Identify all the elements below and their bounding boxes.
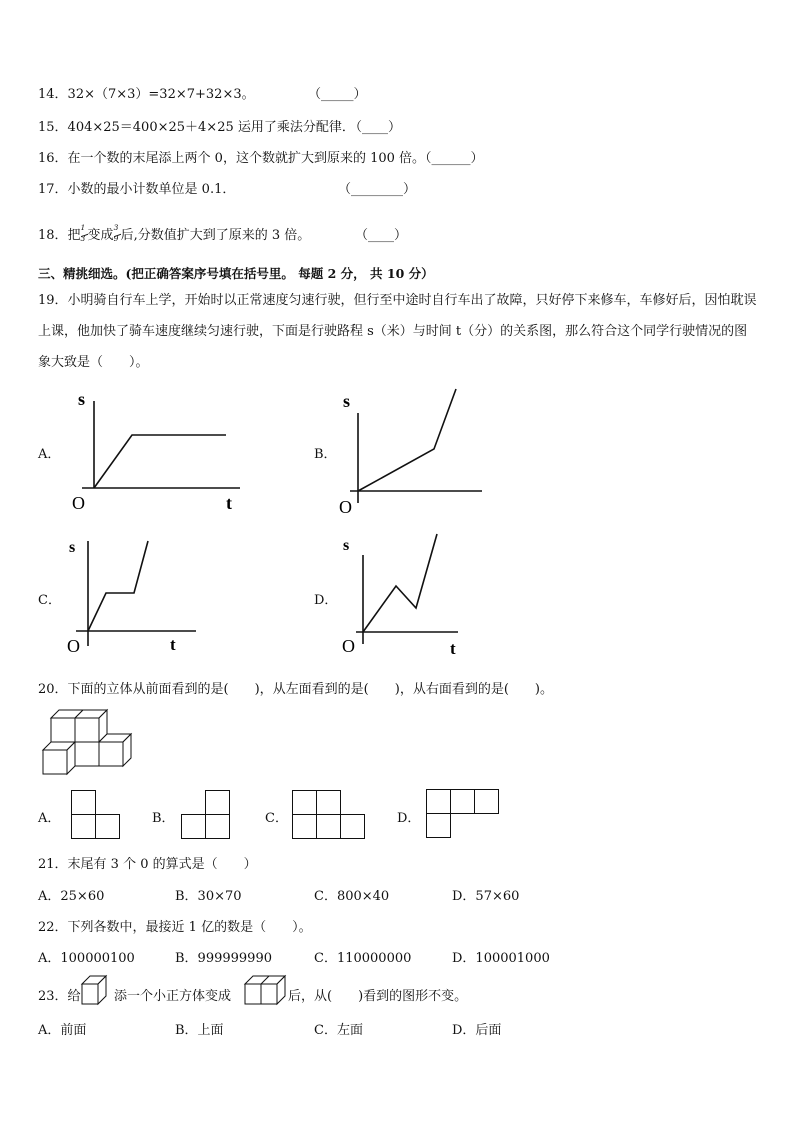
q20-option-b-figure[interactable] — [181, 790, 231, 840]
q23-prefix: 23．给 — [38, 989, 81, 1004]
svg-text:t: t — [170, 635, 176, 654]
q23-option-a[interactable]: A．前面 — [38, 1023, 87, 1038]
q21-option-c[interactable]: C．800×40 — [314, 889, 390, 904]
q23-double-cube-figure — [243, 974, 289, 1006]
q19-option-a-label[interactable]: A． — [38, 447, 61, 462]
q19-graph-c — [60, 536, 200, 661]
q19-text: 19．小明骑自行车上学，开始时以正常速度匀速行驶，但行至中途时自行车出了故障，只好停下来修车，车修好后，因怕耽误上课，他加快了骑车速度继续匀速行驶，下面是行驶路程 s（米）与时间 t（分）的关系图，那么符合这个同学行驶情况的图象大致是（ ）。 — [38, 293, 757, 370]
q23-option-c[interactable]: C．左面 — [314, 1023, 363, 1038]
q18-suffix: 后,分数值扩大到了原来的 3 倍。 — [120, 228, 311, 243]
q19-graph-d — [336, 530, 472, 660]
axis-t-label: t — [226, 493, 232, 513]
q16-text: 16．在一个数的末尾添上两个 0，这个数就扩大到原来的 100 倍。（______） — [38, 151, 484, 166]
axis-s-label: s — [78, 389, 86, 409]
q21-option-b[interactable]: B．30×70 — [175, 889, 242, 904]
q20-option-b-label[interactable]: B． — [152, 811, 175, 826]
q18-prefix: 18．把 — [38, 228, 81, 243]
q15-answer-blank[interactable]: （____） — [349, 120, 402, 135]
q20-option-c-label[interactable]: C． — [265, 811, 288, 826]
q22-option-b[interactable]: B．999999990 — [175, 951, 272, 966]
svg-text:s: s — [69, 539, 76, 556]
q20-option-c-figure[interactable] — [292, 790, 366, 840]
q20-solid-figure — [38, 703, 138, 777]
q19-option-c-label[interactable]: C． — [38, 593, 61, 608]
q18-mid: 变成 — [87, 228, 114, 243]
q20-option-d-figure[interactable] — [426, 789, 500, 839]
q23-mid: 添一个小正方体变成 — [114, 989, 232, 1004]
q23-single-cube-figure — [80, 974, 110, 1006]
q23-option-b[interactable]: B．上面 — [175, 1023, 224, 1038]
q14-answer-blank[interactable]: （_____） — [308, 87, 367, 102]
q23-option-d[interactable]: D．后面 — [452, 1023, 502, 1038]
q22-option-c[interactable]: C．110000000 — [314, 951, 412, 966]
q18-answer-blank[interactable]: （____） — [355, 228, 408, 243]
q14-text: 14．32×（7×3）=32×7+32×3。 — [38, 87, 255, 102]
q17-text: 17．小数的最小计数单位是 0.1． — [38, 182, 236, 197]
svg-text:O: O — [342, 636, 355, 656]
origin-label: O — [72, 493, 85, 513]
svg-text:s: s — [343, 391, 351, 411]
q15-text: 15．404×25＝400×25＋4×25 运用了乘法分配律． — [38, 120, 355, 135]
q22-option-d[interactable]: D．100001000 — [452, 951, 550, 966]
svg-text:t: t — [450, 639, 456, 658]
q21-option-d[interactable]: D．57×60 — [452, 889, 520, 904]
q18-fraction-2: $\frac{3}{9}$ — [114, 226, 121, 246]
svg-text:O: O — [339, 497, 352, 517]
q20-option-a-label[interactable]: A． — [38, 811, 61, 826]
q19-graph-b — [336, 385, 496, 520]
section-title: 三、精挑细选。(把正确答案序号填在括号里。 每题 2 分， 共 10 分） — [38, 266, 434, 281]
q18-text — [38, 224, 310, 246]
q21-option-a[interactable]: A．25×60 — [38, 889, 105, 904]
q20-option-d-label[interactable]: D． — [397, 811, 421, 826]
q23-suffix: 后，从( )看到的图形不变。 — [288, 989, 468, 1004]
q19-option-b-label[interactable]: B． — [314, 447, 337, 462]
q19-option-d-label[interactable]: D． — [314, 593, 338, 608]
svg-text:s: s — [343, 537, 350, 554]
q22-option-a[interactable]: A．100000100 — [38, 951, 135, 966]
svg-text:O: O — [67, 636, 80, 656]
q22-text: 22．下列各数中，最接近 1 亿的数是（ ）。 — [38, 920, 312, 935]
q20-option-a-figure[interactable] — [71, 790, 121, 840]
q20-text: 20．下面的立体从前面看到的是( )，从左面看到的是( )，从右面看到的是( )。 — [38, 682, 553, 697]
q18-fraction-1: $\frac{1}{3}$ — [81, 226, 88, 246]
q21-text: 21．末尾有 3 个 0 的算式是（ ） — [38, 857, 257, 872]
q19-graph-a — [60, 385, 250, 515]
q17-answer-blank[interactable]: （________） — [338, 182, 417, 197]
